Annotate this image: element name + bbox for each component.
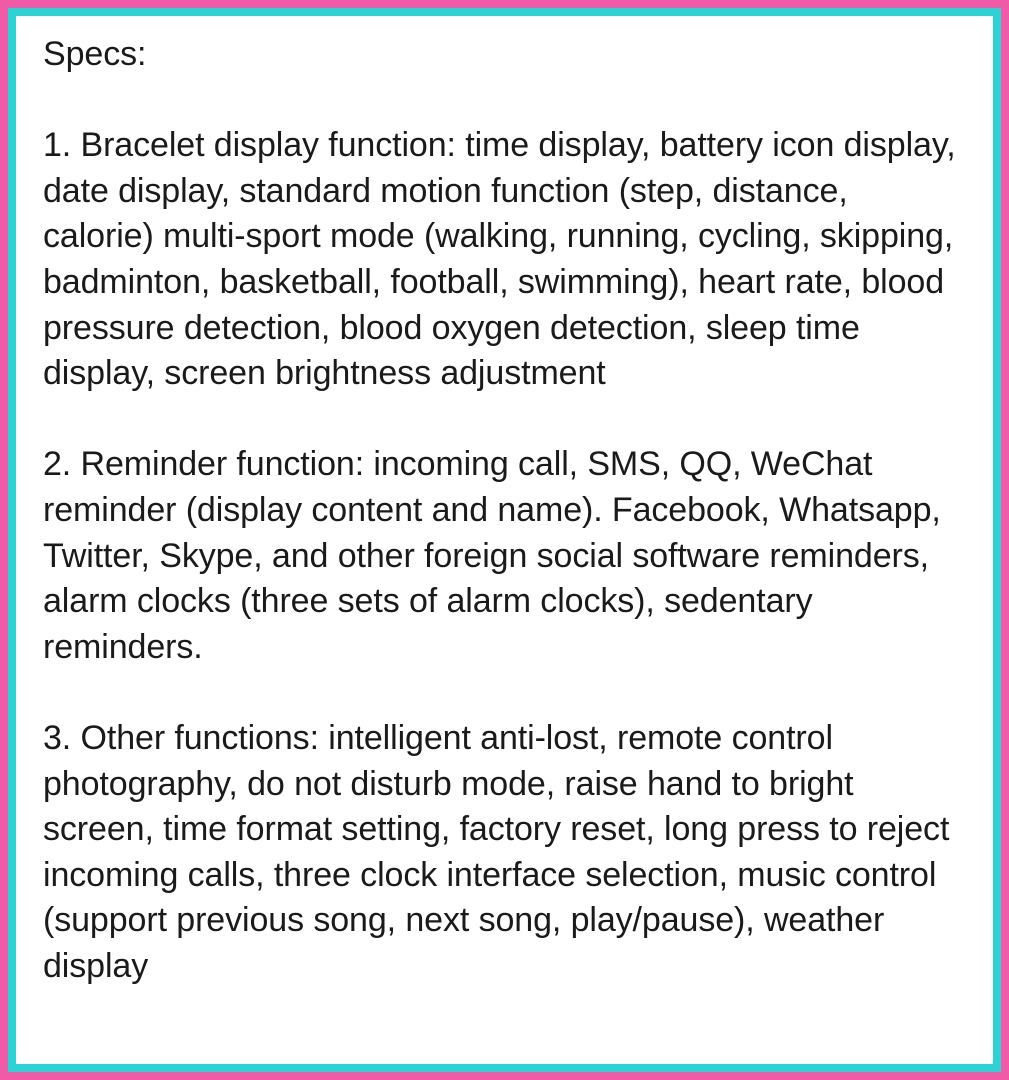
spec-section-other: 3. Other functions: intelligent anti-lost, remote control photography, do not disturb mode, raise hand to bright screen, time format setting, factory reset, long press to reject incoming calls, three clock interface selection, music control (support previous song, next song, play/pause), weather display (43, 718, 950, 985)
spacer (43, 670, 963, 716)
spec-section-display: 1. Bracelet display function: time display, battery icon display, date display, standard motion function (step, distance, calorie) multi-sport mode (walking, running, cycling, skipping, badminton, basketball, football, swimming), heart rate, blood pressure detection, blood oxygen detection, sleep time display, screen brightness adjustment (43, 126, 956, 393)
spec-section-reminder: 2. Reminder function: incoming call, SMS, QQ, WeChat reminder (display content and name). Facebook, Whatsapp, Twitter, Skype, and other foreign social software reminders, alarm clocks (three sets of alarm clocks), sedentary reminders. (43, 445, 941, 666)
spacer (43, 78, 963, 124)
specs-document (43, 32, 963, 989)
spacer (43, 397, 963, 443)
specs-heading: Specs: (43, 35, 147, 73)
